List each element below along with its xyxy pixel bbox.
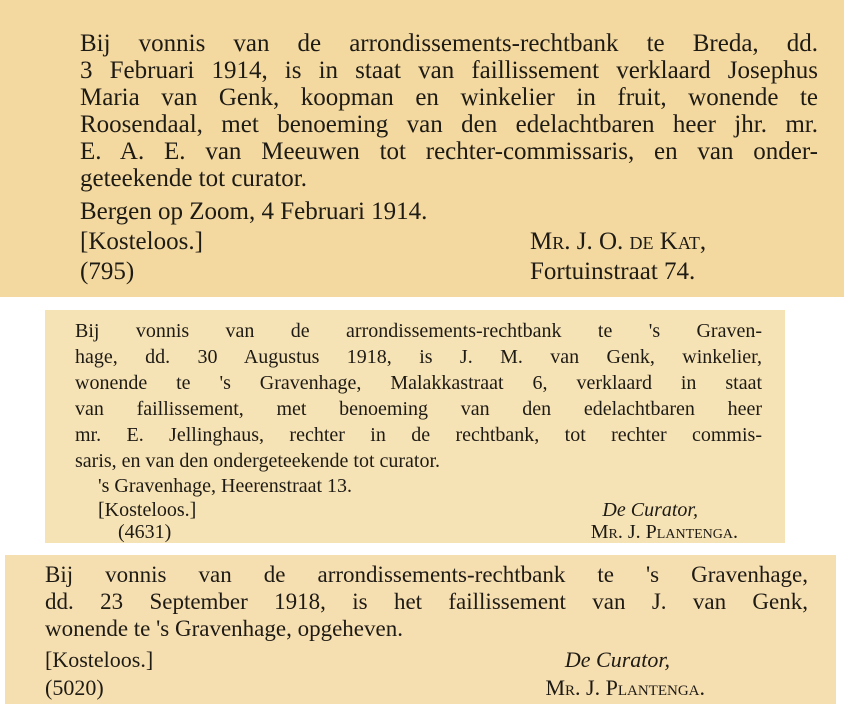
- bankruptcy-lifted-notice-sep-1918: [5, 555, 836, 704]
- notice-number: (4631): [118, 521, 172, 543]
- notice-line: dd. 23 September 1918, is het faillissement van J. van Genk,: [45, 589, 808, 614]
- place-date: Bergen op Zoom, 4 Februari 1914.: [80, 198, 428, 225]
- notice-body: [45, 561, 808, 642]
- notice-number: (795): [80, 258, 135, 285]
- notice-line: Bij vonnis van de arrondissements-rechtbank te 's Graven-: [75, 320, 762, 342]
- notice-line: Maria van Genk, koopman en winkelier in fruit, wonende te: [80, 84, 818, 111]
- signatory-role: De Curator,: [602, 499, 698, 521]
- notice-line: wonende te 's Gravenhage, opgeheven.: [45, 616, 403, 641]
- bankruptcy-notice-aug-1918: [45, 310, 785, 543]
- notice-line: hage, dd. 30 Augustus 1918, is J. M. van Genk, winkelier,: [75, 346, 762, 368]
- notice-line: E. A. E. van Meeuwen tot rechter-commissaris, en van onder-: [80, 138, 818, 165]
- cost-note: [Kosteloos.]: [80, 228, 203, 255]
- notice-number: (5020): [45, 675, 104, 700]
- notice-line: wonende te 's Gravenhage, Malakkastraat 6, verklaard in staat: [75, 372, 762, 394]
- signatory: Mr. J. Plantenga.: [545, 675, 705, 700]
- signatory-address: Fortuinstraat 74.: [530, 258, 696, 285]
- signatory: Mr. J. Plantenga.: [590, 521, 738, 543]
- notice-body: [75, 318, 762, 474]
- notice-line: 3 Februari 1914, is in staat van faillissement verklaard Josephus: [80, 57, 818, 84]
- cost-note: [Kosteloos.]: [45, 647, 154, 672]
- bankruptcy-notice-1914: [0, 0, 844, 297]
- notice-line: mr. E. Jellinghaus, rechter in de rechtbank, tot rechter commis-: [75, 424, 762, 446]
- notice-line: van faillissement, met benoeming van den edelachtbaren heer: [75, 398, 762, 420]
- notice-line: Bij vonnis van de arrondissements-rechtbank te Breda, dd.: [80, 30, 818, 57]
- notice-line: saris, en van den ondergeteekende tot curator.: [75, 450, 441, 472]
- notice-line: geteekende tot curator.: [80, 165, 307, 192]
- signatory-role: De Curator,: [564, 647, 670, 672]
- place-address: 's Gravenhage, Heerenstraat 13.: [98, 475, 353, 497]
- notice-body: [80, 30, 818, 192]
- cost-note: [Kosteloos.]: [98, 499, 197, 521]
- signatory: Mr. J. O. de Kat,: [530, 228, 707, 255]
- notice-line: Bij vonnis van de arrondissements-rechtbank te 's Gravenhage,: [45, 562, 808, 587]
- notice-line: Roosendaal, met benoeming van den edelachtbaren heer jhr. mr.: [80, 111, 818, 138]
